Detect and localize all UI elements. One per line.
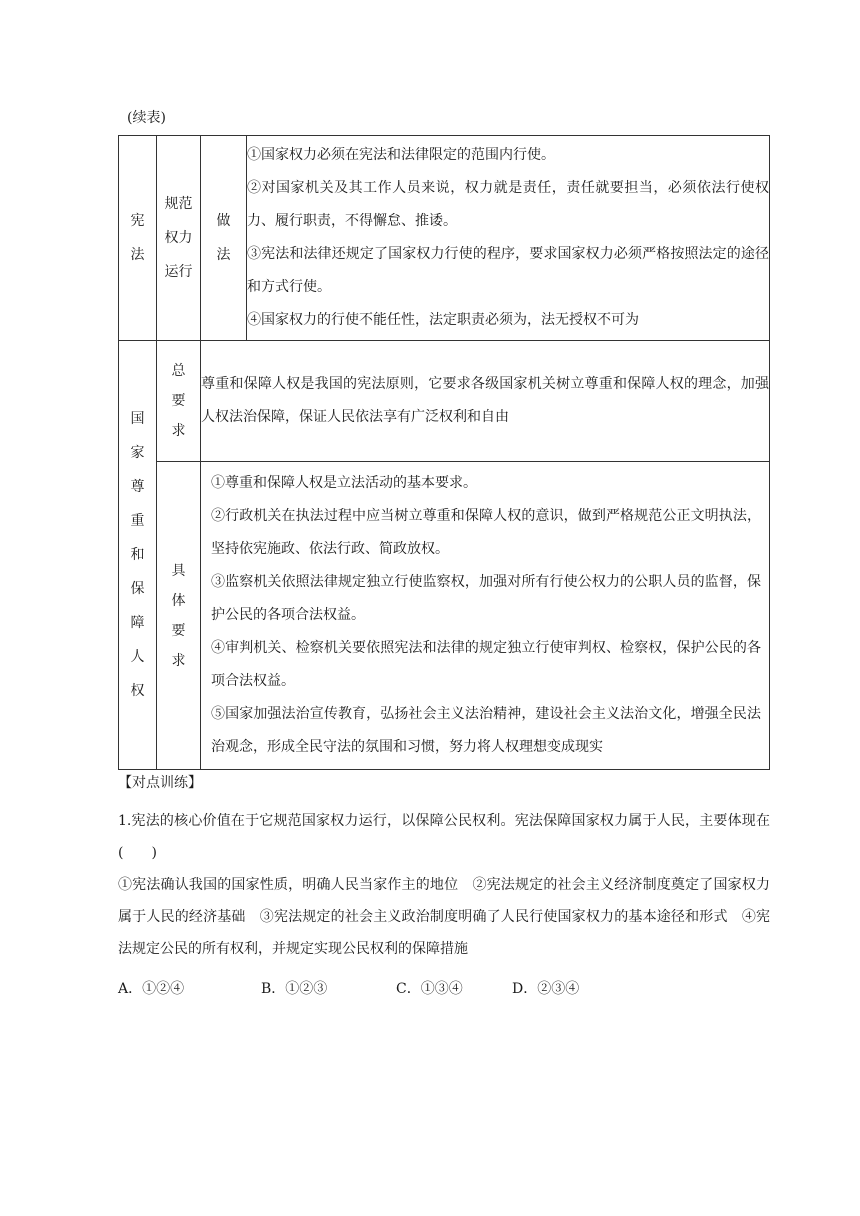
list-item: ③监察机关依照法律规定独立行使监察权，加强对所有行使公权力的公职人员的监督，保护公民的各项合法权益。	[211, 574, 761, 623]
topic-line: 运行	[164, 264, 193, 280]
category-char: 家	[130, 445, 145, 461]
list-item: ③宪法和法律还规定了国家权力行使的程序，要求国家权力必须严格按照法定的途径和方式行使。	[247, 246, 769, 295]
list-item: ①国家权力必须在宪法和法律限定的范围内行使。	[247, 147, 555, 163]
option-b: B．①②③	[261, 981, 328, 997]
topic-char: 要	[171, 622, 186, 639]
category-char: 和	[130, 547, 145, 563]
option-c: C．①③④	[396, 981, 463, 997]
category-char: 保	[130, 581, 145, 597]
practice-section-title: 【对点训练】	[118, 775, 202, 791]
topic-char: 要	[171, 393, 186, 409]
answer-options	[118, 977, 579, 1001]
category-char: 权	[130, 683, 145, 699]
subtopic-char: 做	[216, 213, 231, 229]
category-char: 重	[130, 513, 145, 529]
topic-line: 权力	[164, 230, 193, 246]
question-statements: ①宪法确认我国的国家性质，明确人民当家作主的地位 ②宪法规定的社会主义经济制度奠定了国家权力属于人民的经济基础 ③宪法规定的社会主义政治制度明确了人民行使国家权力的基本途径和形式 ④宪法规定公民的所有权利，并规定实现公民权利的保障措施	[118, 877, 770, 957]
topic-char: 求	[171, 423, 186, 439]
category-cell-human-rights	[119, 341, 157, 770]
continuation-note: (续表)	[127, 110, 166, 126]
category-char: 障	[130, 615, 145, 631]
requirement-text: 尊重和保障人权是我国的宪法原则，它要求各级国家机关树立尊重和保障人权的理念，加强人权法治保障，保证人民依法享有广泛权利和自由	[201, 376, 769, 425]
option-a: A．①②④	[118, 981, 185, 997]
subtopic-cell-practice	[201, 136, 247, 341]
question-text-block	[118, 805, 770, 965]
category-char: 国	[130, 411, 145, 427]
subtopic-char: 法	[216, 247, 231, 263]
category-char: 法	[130, 247, 145, 263]
topic-char: 求	[171, 652, 186, 669]
topic-char: 具	[171, 562, 186, 579]
content-cell-specific-requirements	[201, 462, 770, 770]
category-char: 人	[130, 649, 145, 665]
list-item: ②行政机关在执法过程中应当树立尊重和保障人权的意识，做到严格规范公正文明执法，坚持依宪施政、依法行政、简政放权。	[211, 508, 761, 557]
table-row	[119, 341, 770, 462]
content-cell-practice	[247, 136, 770, 341]
topic-cell-general-requirement	[157, 341, 201, 462]
topic-cell-regulate-power	[157, 136, 201, 341]
list-item: ⑤国家加强法治宣传教育，弘扬社会主义法治精神，建设社会主义法治文化，增强全民法治观念，形成全民守法的氛围和习惯，努力将人权理想变成现实	[211, 706, 761, 755]
table-row	[119, 136, 770, 341]
topic-char: 体	[171, 592, 186, 609]
list-item: ④审判机关、检察机关要依照宪法和法律的规定独立行使审判权、检察权，保护公民的各项合法权益。	[211, 640, 761, 689]
topic-char: 总	[171, 363, 186, 379]
category-char: 尊	[130, 479, 145, 495]
question-stem: 1.宪法的核心价值在于它规范国家权力运行，以保障公民权利。宪法保障国家权力属于人民，主要体现在( )	[118, 813, 770, 861]
list-item: ②对国家机关及其工作人员来说，权力就是责任，责任就要担当，必须依法行使权力、履行职责，不得懈怠、推诿。	[247, 180, 769, 229]
list-item: ①尊重和保障人权是立法活动的基本要求。	[211, 475, 477, 491]
list-item: ④国家权力的行使不能任性，法定职责必须为，法无授权不可为	[247, 312, 639, 328]
summary-table	[118, 135, 770, 770]
category-char: 宪	[130, 213, 145, 229]
topic-cell-specific-requirements	[157, 462, 201, 770]
option-d: D．②③④	[512, 981, 580, 997]
category-cell-constitution	[119, 136, 157, 341]
content-cell-general-requirement	[201, 341, 770, 462]
table-row	[119, 462, 770, 770]
topic-line: 规范	[164, 196, 193, 212]
